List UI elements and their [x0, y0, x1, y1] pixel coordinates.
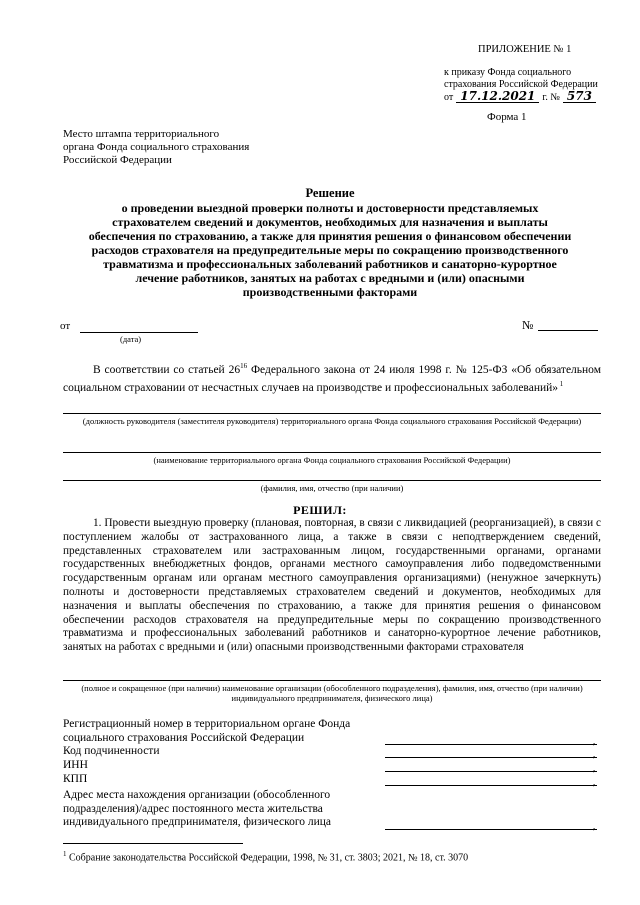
title-line: расходов страхователя на предупредительные меры по сокращению производственного: [91, 243, 569, 257]
order-from: от: [444, 91, 454, 103]
appendix-label: ПРИЛОЖЕНИЕ № 1: [478, 44, 572, 55]
order-reference: [444, 67, 604, 103]
field-label: КПП: [63, 773, 88, 785]
intro-text-b: Федерального закона от 24 июля 1998 г. № 125-ФЗ «Об обязательном социальном страховании от несчастных случаев на производстве и профессиональных заболеваний»: [63, 363, 601, 394]
number-label: №: [522, 318, 534, 332]
title-line: о проведении выездной проверки полноты и достоверности представляемых: [121, 201, 539, 215]
decided-heading: РЕШИЛ:: [293, 503, 347, 517]
field-comma: ,: [593, 821, 596, 831]
organization-caption: (полное и сокращенное (при наличии) наименование организации (обособленного подразделения), фамилия, имя, отчество (при наличии) индивидуального предпринимателя, физического лица): [63, 680, 601, 703]
intro-paragraph: [63, 359, 601, 395]
date-caption: (дата): [120, 334, 142, 344]
field-kpp: [63, 773, 601, 789]
order-number-handwritten: 573: [563, 90, 596, 103]
field-comma: ,: [593, 777, 596, 787]
footnote-mark: 1: [63, 850, 67, 858]
stamp-line: Российской Федерации: [63, 154, 172, 166]
stamp-line: органа Фонда социального страхования: [63, 141, 250, 153]
fio-caption: (фамилия, имя, отчество (при наличии): [63, 480, 601, 493]
field-label: Код подчиненности: [63, 745, 160, 757]
kpp-input[interactable]: [385, 785, 597, 786]
field-address: [63, 789, 601, 833]
field-comma: ,: [593, 749, 596, 759]
intro-text-a: В соответствии со статьей 26: [93, 363, 241, 376]
title-line: обеспечения по страхованию, а также для принятия решения о финансовом обеспечении: [88, 229, 572, 243]
organ-caption: (наименование территориального органа Фонда социального страхования Российской Федерации): [63, 452, 601, 465]
item-1-paragraph: 1. Провести выездную проверку (плановая, повторная, в связи с ликвидацией (реорганизацией), в связи с поступлением жалобы от застрахованного лица, а также в связи с неподтверждением сведений, представленных страхователем или застрахованным лицом, государственными органами, органами государственных внебюджетных фондов, органами местного самоуправления либо подведомственными государственным органам или органам местного самоуправления организациями) (ненужное зачеркнуть) полноты и достоверности представляемых страхователем сведений и документов, необходимых для назначения и выплаты обеспечения по страхованию, а также для принятия решения о финансовом обеспечении расходов страхователя на предупредительные меры по сокращению производственного травматизма и профессиональных заболеваний работников и санаторно-курортное лечение работников, занятых на работах с вредными и (или) опасными производственными факторами страхователя: [63, 517, 601, 654]
order-no-label: г. №: [542, 91, 560, 103]
position-caption: (должность руководителя (заместителя руководителя) территориального органа Фонда социального страхования Российской Федерации): [63, 413, 601, 426]
order-date-handwritten: 17.12.2021: [456, 90, 539, 103]
order-line-1: к приказу Фонда социального: [444, 67, 572, 78]
field-label: Адрес места нахождения организации (обособленного подразделения)/адрес постоянного места жительства индивидуального предпринимателя, физического лица: [63, 789, 332, 828]
article-superscript: 16: [240, 362, 248, 370]
footnote-divider: [63, 843, 243, 844]
field-label: ИНН: [63, 759, 88, 771]
field-registration-number: [63, 718, 601, 748]
order-date-line: [444, 90, 604, 103]
title-line: страхователем сведений и документов, необходимых для назначения и выплаты: [112, 215, 548, 229]
title-line: лечение работников, занятых на работах с вредными и (или) опасными: [135, 271, 525, 285]
field-comma: ,: [593, 763, 596, 773]
title-line: производственными факторами: [242, 285, 418, 299]
address-input[interactable]: [385, 829, 597, 830]
footnote-text: Собрание законодательства Российской Федерации, 1998, № 31, ст. 3803; 2021, № 18, ст. 3070: [66, 852, 469, 864]
footnote-ref: 1: [558, 379, 564, 388]
field-comma: ,: [593, 736, 596, 746]
order-line-2: страхования Российской Федерации: [444, 78, 598, 90]
form-number: Форма 1: [487, 111, 527, 123]
document-title: [75, 186, 585, 299]
title-line: травматизма и профессиональных заболеваний работников и санаторно-курортное: [103, 257, 557, 271]
stamp-line: Место штампа территориального: [63, 128, 220, 140]
date-field[interactable]: [80, 332, 198, 333]
date-number-row: [60, 320, 600, 346]
inn-input[interactable]: [385, 771, 597, 772]
field-label: Регистрационный номер в территориальном органе Фонда социального страхования Российской Федерации: [63, 718, 351, 744]
date-from-label: от: [60, 320, 71, 332]
subordination-code-input[interactable]: [385, 757, 597, 758]
title-heading: Решение: [305, 186, 355, 200]
footnote: [63, 850, 468, 863]
number-field[interactable]: [538, 330, 598, 331]
stamp-place: [63, 128, 283, 167]
